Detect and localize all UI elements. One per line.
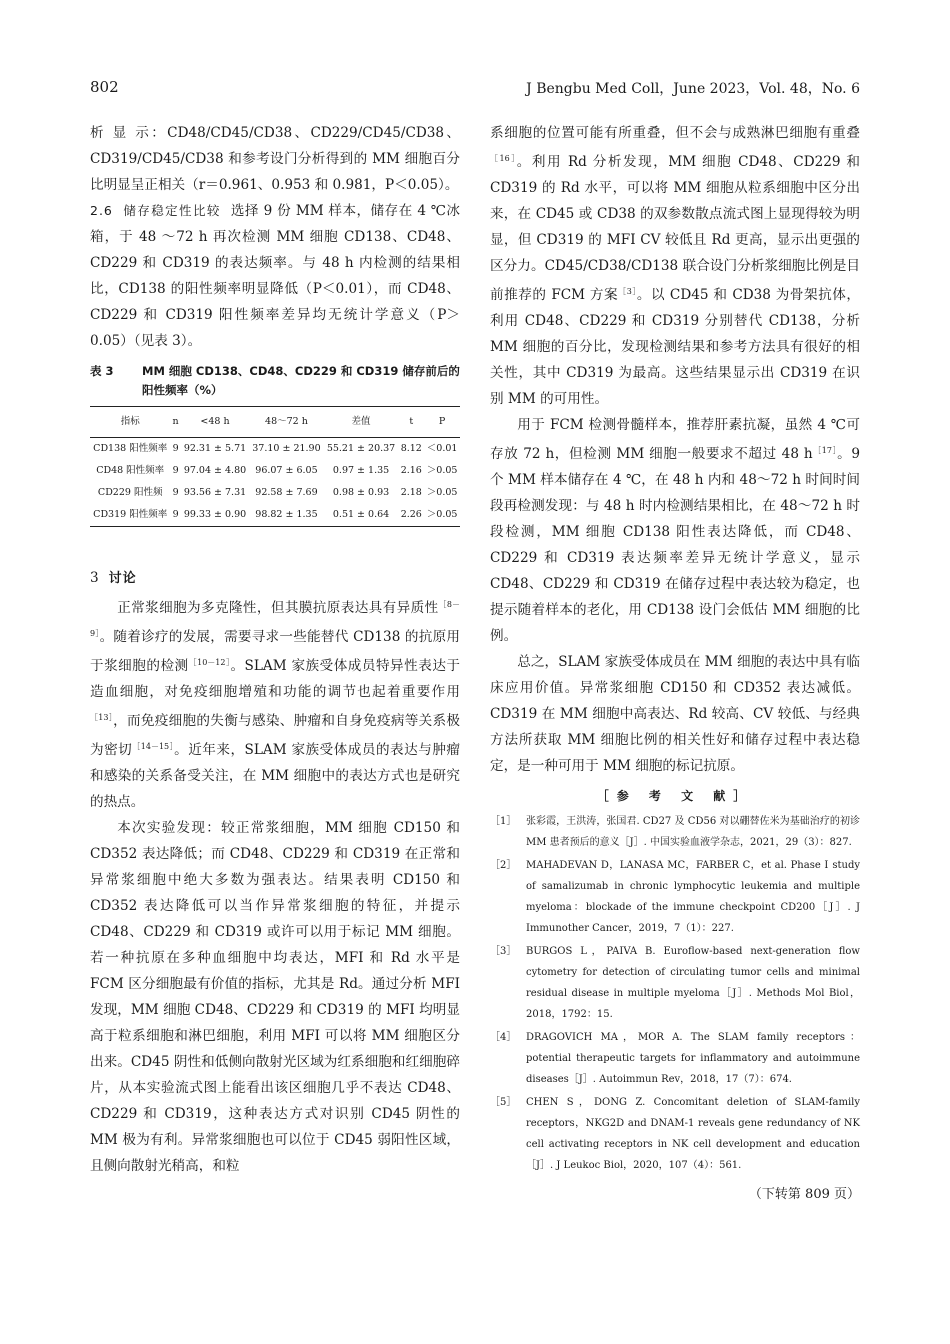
continued-note: （下转第 809 页） (748, 1187, 860, 1202)
table-cell: 2.26 (400, 509, 422, 520)
table-cell: 0.97 ± 1.35 (332, 465, 390, 476)
section-2-6-number: 2.6 (90, 203, 113, 218)
table-cell: CD229 阳性频 (97, 487, 163, 498)
reference-text: MAHADEVAN D，LANASA MC，FARBER C，et al. Phase Ⅰ study of samalizumab in chronic lymphocytic leukemia and multiple myeloma：blockade of the immune checkpoint CD200［J］. J Immunother Cancer，2019，7（1）：227. (526, 860, 860, 934)
table-cell: 96.07 ± 6.05 (255, 465, 318, 476)
reference-item (490, 1027, 860, 1090)
table-cell: 98.82 ± 1.35 (255, 509, 318, 520)
intro-paragraph: 析 显 示：CD48/CD45/CD38、CD229/CD45/CD38、CD319/CD45/CD38 和参考设门分析得到的 MM 细胞百分比明显呈正相关（r＝0.961、0.953 和 0.981，P＜0.05）。 (90, 125, 460, 193)
table-3-caption (90, 362, 460, 400)
citation[interactable]: ［14－15］ (132, 742, 175, 751)
discussion-paragraph-2: 本次实验发现：较正常浆细胞，MM 细胞 CD150 和 CD352 表达降低；而 CD48、CD229 和 CD319 在正常和异常浆细胞中绝大多数为强表达。结果表明 CD150 和 CD352 表达降低可以当作异常浆细胞的特征，并提示 CD48、CD229 和 CD319 或许可以用于标记 MM 细胞。若一种抗原在多种血细胞中均表达，MFI 和 Rd 水平是 FCM 区分细胞最有价值的指标，尤其是 Rd。通过分析 MFI 发现，MM 细胞 CD48、CD229 和 CD319 的 MFI 均明显高于粒系细胞和淋巴细胞，利用 MFI 可以将 MM 细胞区分出来。CD45 阴性和低侧向散射光区域为红系细胞和红细胞碎片，从本实验流式图上能看出该区细胞几乎不表达 CD48、CD229 和 CD319，这种表达方式对识别 CD45 阴性的 MM 极为有利。异常浆细胞也可以位于 CD45 弱阳性区域，且侧向散射光稍高，和粒 (90, 820, 460, 1174)
section-2-6-title: 储存稳定性比较 (122, 203, 221, 218)
table-cell: 92.58 ± 7.69 (255, 487, 318, 498)
citation[interactable]: ［3］ (618, 287, 637, 296)
reference-item (490, 941, 860, 1025)
table-cell: 97.04 ± 4.80 (183, 465, 247, 476)
conclusion-paragraph: 总之，SLAM 家族受体成员在 MM 细胞的表达中具有临床应用价值。异常浆细胞 CD150 和 CD352 表达减低。CD319 在 MM 细胞中高表达、Rd 较高、CV 较低、与经典方法所获取 MM 细胞比例的相关性好和储存过程中表达稳定，是一种可用于 MM 细胞的标记抗原。 (490, 654, 860, 774)
table-cell: 9 (172, 465, 179, 476)
table-3 (90, 406, 460, 527)
reference-number: ［3］ (490, 946, 517, 957)
table-cell: ＞0.05 (426, 465, 458, 476)
table-row (90, 504, 460, 527)
table-cell: 9 (172, 487, 179, 498)
citation[interactable]: ［13］ (90, 713, 114, 722)
table-cell: 55.21 ± 20.37 (326, 443, 396, 454)
reference-number: ［2］ (490, 860, 517, 871)
section-3-heading (90, 565, 460, 592)
table-3-label: 表 3 (90, 364, 114, 378)
table-cell: CD138 阳性频率 (93, 443, 168, 454)
section-2-6 (90, 198, 460, 354)
references-heading: ［参 考 文 献］ (596, 789, 754, 803)
table-header-row (90, 407, 460, 438)
page-number: 802 (90, 78, 119, 96)
discussion-paragraph-3: 系细胞的位置可能有所重叠，但不会与成熟淋巴细胞有重叠$^{[16]}$。利用 Rd 分析发现，MM 细胞 CD48、CD229 和 CD319 的 Rd 水平，可以将 MM 细胞从粒系细胞中区分出来，在 CD45 或 CD38 的双参数散点流式图上显现得较为明显，但 CD319 的 MFI CV 较低且 Rd 更高，显示出更强的区分力。CD45/CD38/CD138 联合设门分析浆细胞比例是目前推荐的 FCM 方案$^{[3]}$。以 CD45 和 CD38 为骨架抗体，利用 CD48、CD229 和 CD319 分别替代 CD138，分析 MM 细胞的百分比，发现检测结果和参考方法具有很好的相关性，其中 CD319 为最高。这些结果显示出 CD319 在识别 MM 的可用性。 (490, 125, 860, 407)
reference-item (490, 1092, 860, 1176)
table-cell: 93.56 ± 7.31 (183, 487, 247, 498)
table-cell: ＞0.05 (426, 509, 458, 520)
table-cell: 8.12 (400, 443, 422, 454)
section-2-6-text: 选择 9 份 MM 样本，储存在 4 ℃冰箱，于 48 ～72 h 再次检测 MM 细胞 CD138、CD48、CD229 和 CD319 的表达频率。与 48 h 内检测的结果相比，CD138 的阳性频率明显降低（P＜0.01），而 CD48、CD229 和 CD319 阳性频率差异均无统计学意义（P＞0.05）（见表 3）。 (90, 203, 460, 349)
citation[interactable]: ［16］ (490, 154, 517, 163)
table-row (90, 460, 460, 482)
reference-text: BURGOS L，PAIVA B. Euroflow-based next-generation flow cytometry for detection of circulating tumor cells and minimal residual disease in multiple myeloma［J］. Methods Mol Biol，2018，1792：15. (526, 946, 860, 1020)
col-header: 差值 (351, 416, 371, 427)
table-cell: 9 (172, 443, 179, 454)
col-header: t (409, 416, 414, 427)
table-cell: 92.31 ± 5.71 (183, 443, 247, 454)
section-3-title: 讨论 (108, 571, 137, 586)
table-cell: 2.16 (400, 465, 422, 476)
left-column (90, 120, 460, 1179)
reference-text: CHEN S，DONG Z. Concomitant deletion of SLAM-family receptors，NKG2D and DNAM-1 reveals gene redundancy of NK cell activating receptors in NK cell development and education［J］. J Leukoc Biol，2020，107（4）：561. (526, 1097, 860, 1171)
col-header: 指标 (120, 416, 140, 427)
reference-text: 张彩霞，王洪涛，张国君. CD27 及 CD56 对以硼替佐米为基础治疗的初诊 MM 患者预后的意义［J］. 中国实验血液学杂志，2021，29（3）：827. (526, 816, 860, 848)
running-head: J Bengbu Med Coll，June 2023，Vol. 48，No. 6 (526, 81, 860, 97)
table-row (90, 438, 460, 461)
table-cell: 99.33 ± 0.90 (183, 509, 247, 520)
table-cell: CD48 阳性频率 (96, 465, 165, 476)
col-header: 48～72 h (265, 416, 308, 427)
citation[interactable]: ［17］ (812, 446, 838, 455)
discussion-paragraph-1: 正常浆细胞为多克隆性，但其膜抗原表达具有异质性$^{[8-9]}$。随着诊疗的发展，需要寻求一些能替代 CD138 的抗原用于浆细胞的检测$^{[10-12]}$。SLAM 家族受体成员特异性表达于造血细胞，对免疫细胞增殖和功能的调节也起着重要作用$^{[13]}$，而免疫细胞的失衡与感染、肿瘤和自身免疫病等关系极为密切$^{[14-15]}$。近年来，SLAM 家族受体成员的表达与肿瘤和感染的关系备受关注，在 MM 细胞中的表达方式也是研究的热点。 (90, 600, 461, 810)
table-cell: CD319 阳性频率 (93, 509, 168, 520)
table-cell: 9 (172, 509, 179, 520)
col-header: P (438, 416, 446, 427)
table-cell: ＜0.01 (426, 443, 458, 454)
citation[interactable]: ［10－12］ (188, 658, 231, 667)
col-header: <48 h (200, 416, 230, 427)
table-cell: 2.18 (400, 487, 422, 498)
table-cell: 37.10 ± 21.90 (252, 443, 321, 454)
col-header: n (172, 416, 179, 427)
citation[interactable]: ［8－9］ (90, 600, 460, 638)
table-3-title: MM 细胞 CD138、CD48、CD229 和 CD319 储存前后的阳性频率（%） (142, 364, 460, 397)
reference-number: ［5］ (490, 1097, 517, 1108)
reference-item (490, 811, 860, 853)
right-column (490, 120, 860, 1208)
table-cell: 0.98 ± 0.93 (332, 487, 390, 498)
reference-number: ［4］ (490, 1032, 517, 1043)
reference-list (490, 811, 860, 1176)
table-cell: ＞0.05 (426, 487, 458, 498)
discussion-paragraph-4: 用于 FCM 检测骨髓样本，推荐肝素抗凝，虽然 4 ℃可存放 72 h，但检测 MM 细胞一般要求不超过 48 $h^{[17]}$。9 个 MM 样本储存在 4 ℃，在 48 h 内和 48～72 h 时间时间段再检测发现：与 48 h 时内检测结果相比，在 48～72 h 时段检测，MM 细胞 CD138 阳性表达降低，而 CD48、CD229 和 CD319 表达频率差异无统计学意义，显示 CD48、CD229 和 CD319 在储存过程中表达较为稳定，也提示随着样本的老化，用 CD138 设门会低估 MM 细胞的比例。 (490, 417, 860, 644)
reference-number: ［1］ (490, 816, 517, 827)
table-row (90, 482, 460, 504)
table-cell: 0.51 ± 0.64 (332, 509, 390, 520)
section-3-number: 3 (90, 570, 99, 586)
reference-item (490, 855, 860, 939)
reference-text: DRAGOVICH MA，MOR A. The SLAM family receptors：potential therapeutic targets for inflammatory and autoimmune diseases［J］. Autoimmun Rev，2018，17（7）：674. (526, 1032, 860, 1085)
